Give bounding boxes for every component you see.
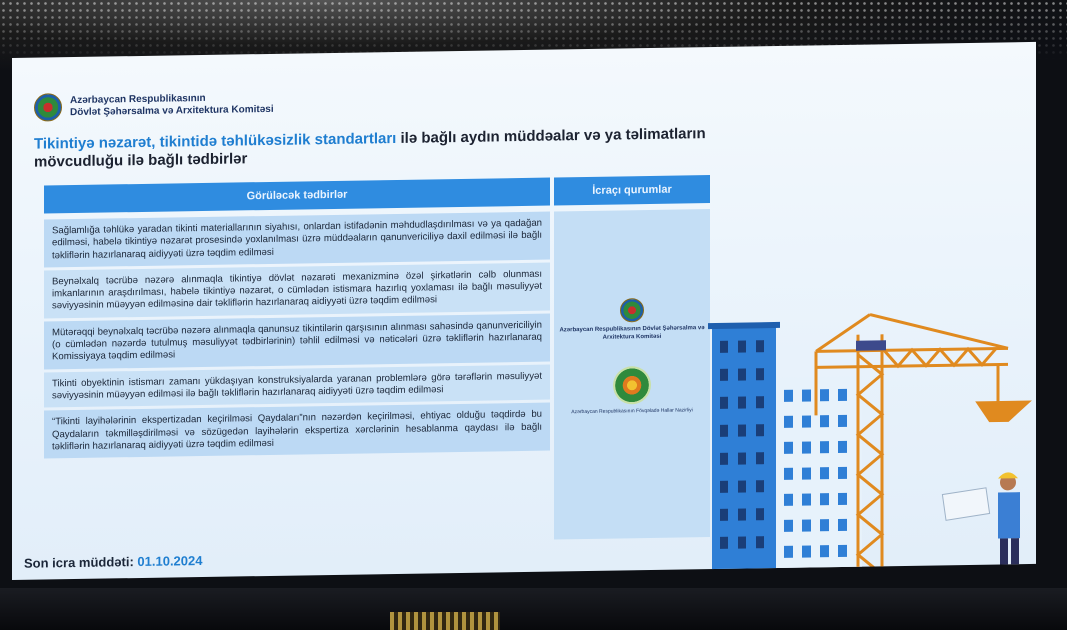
- projection-screen: [12, 42, 1036, 580]
- measures-list: [44, 212, 550, 548]
- worker: [942, 472, 1020, 575]
- deadline: [24, 553, 202, 571]
- crane-cabin: [856, 340, 886, 350]
- table-row: Mütərəqqi beynəlxalq təcrübə nəzərə alınmaqla qanunsuz tikintilərin qarşısının alınması sahəsində qanunvericiliyin (o cümlədən nəzərdə tutulmuş məsuliyyət tədbirlərinin) təhlil edilməsi və nəticələri üzrə təkliflərin hazırlanaraq Komissiyaya təqdim edilməsi: [44, 313, 550, 369]
- title-highlight: Tikintiyə nəzarət, tikintidə təhlükəsizlik standartları: [34, 129, 397, 153]
- table-header: [44, 175, 710, 213]
- deadline-value: 01.10.2024: [137, 553, 203, 570]
- table-row: Beynəlxalq təcrübə nəzərə alınmaqla tikintiyə dövlət nəzarəti mexanizminə özəl şirkətlərin cəlb olunması imkanlarının araşdırılması, habelə tikintiyə nəzarət, o cümlədən istismara hazırlıq yoxlaması ilə bağlı məsuliyyət səviyyəsinin müəyyən edilməsinə dair təkliflərin hazırlanaraq aidiyyəti üzrə təqdim edilməsi: [44, 262, 550, 318]
- table-row: Tikinti obyektinin istismarı zamanı yükdaşıyan konstruksiyalarda yaranan problemlərə görə tərəflərin məsuliyyət səviyyəsinin müəyyən edilməsi ilə bağlı təkliflərin hazırlanaraq aidiyyəti üzrə təqdim edilməsi: [44, 364, 550, 408]
- slide-title: [34, 125, 734, 172]
- stage-lamp: [390, 612, 500, 630]
- measures-table: [44, 175, 710, 547]
- agencies-cell: [554, 209, 710, 539]
- slide-header: [34, 90, 274, 122]
- header-agencies: İcraçı qurumlar: [554, 175, 710, 205]
- deadline-label: Son icra müddəti:: [24, 554, 138, 571]
- table-row: “Tikinti layihələrinin ekspertizadan keçirilməsi Qaydaları”nın nəzərdən keçirilməsi, ehtiyac olduğu təqdirdə bu Qaydaların təkmilləşdirilməsi və sözügedən layihələrin ekspertiza xərclərinin hesablanma qaydası ilə bağlı təkliflərin hazırlanaraq aidiyyəti üzrə təqdim edilməsi: [44, 403, 550, 459]
- table-body: [44, 209, 710, 547]
- building-back-roof: [708, 322, 780, 329]
- state-emblem-icon: [34, 93, 62, 121]
- stage-floor: [0, 588, 1067, 630]
- construction-illustration: [708, 252, 1036, 577]
- title-rest: ilə bağlı aydın müddəalar və ya təlimatların mövcudluğu ilə bağlı tədbirlər: [34, 125, 706, 171]
- org-line-2: Dövlət Şəhərsalma və Arxitektura Komitəsi: [70, 103, 274, 119]
- agency-committee: [554, 297, 710, 342]
- agency-emergency: [554, 365, 710, 416]
- org-line-1: Azərbaycan Respublikasının: [70, 92, 206, 107]
- header-measures: Görüləcək tədbirlər: [44, 178, 550, 214]
- agency-committee-name: Azərbaycan Respublikasının Dövlət Şəhərsalma və Arxitektura Komitəsi: [559, 325, 705, 341]
- emergency-ministry-emblem-icon: [613, 366, 651, 405]
- table-row: Sağlamlığa təhlükə yaradan tikinti materiallarının siyahısı, onlardan istifadənin məhdudlaşdırılması və ya qadağan edilməsi, habelə tikintiyə nəzarət prosesində yoxlanılması üzrə müddəaların qanunvericiliyə daxil edilməsi ilə bağlı təkliflərin hazırlanaraq aidiyyəti üzrə təqdim edilməsi: [44, 212, 550, 268]
- org-name: [70, 92, 274, 119]
- state-emblem-icon: [620, 298, 644, 322]
- agency-emergency-name: Azərbaycan Respublikasının Fövqəladə Hallar Nazirliyi: [571, 407, 693, 416]
